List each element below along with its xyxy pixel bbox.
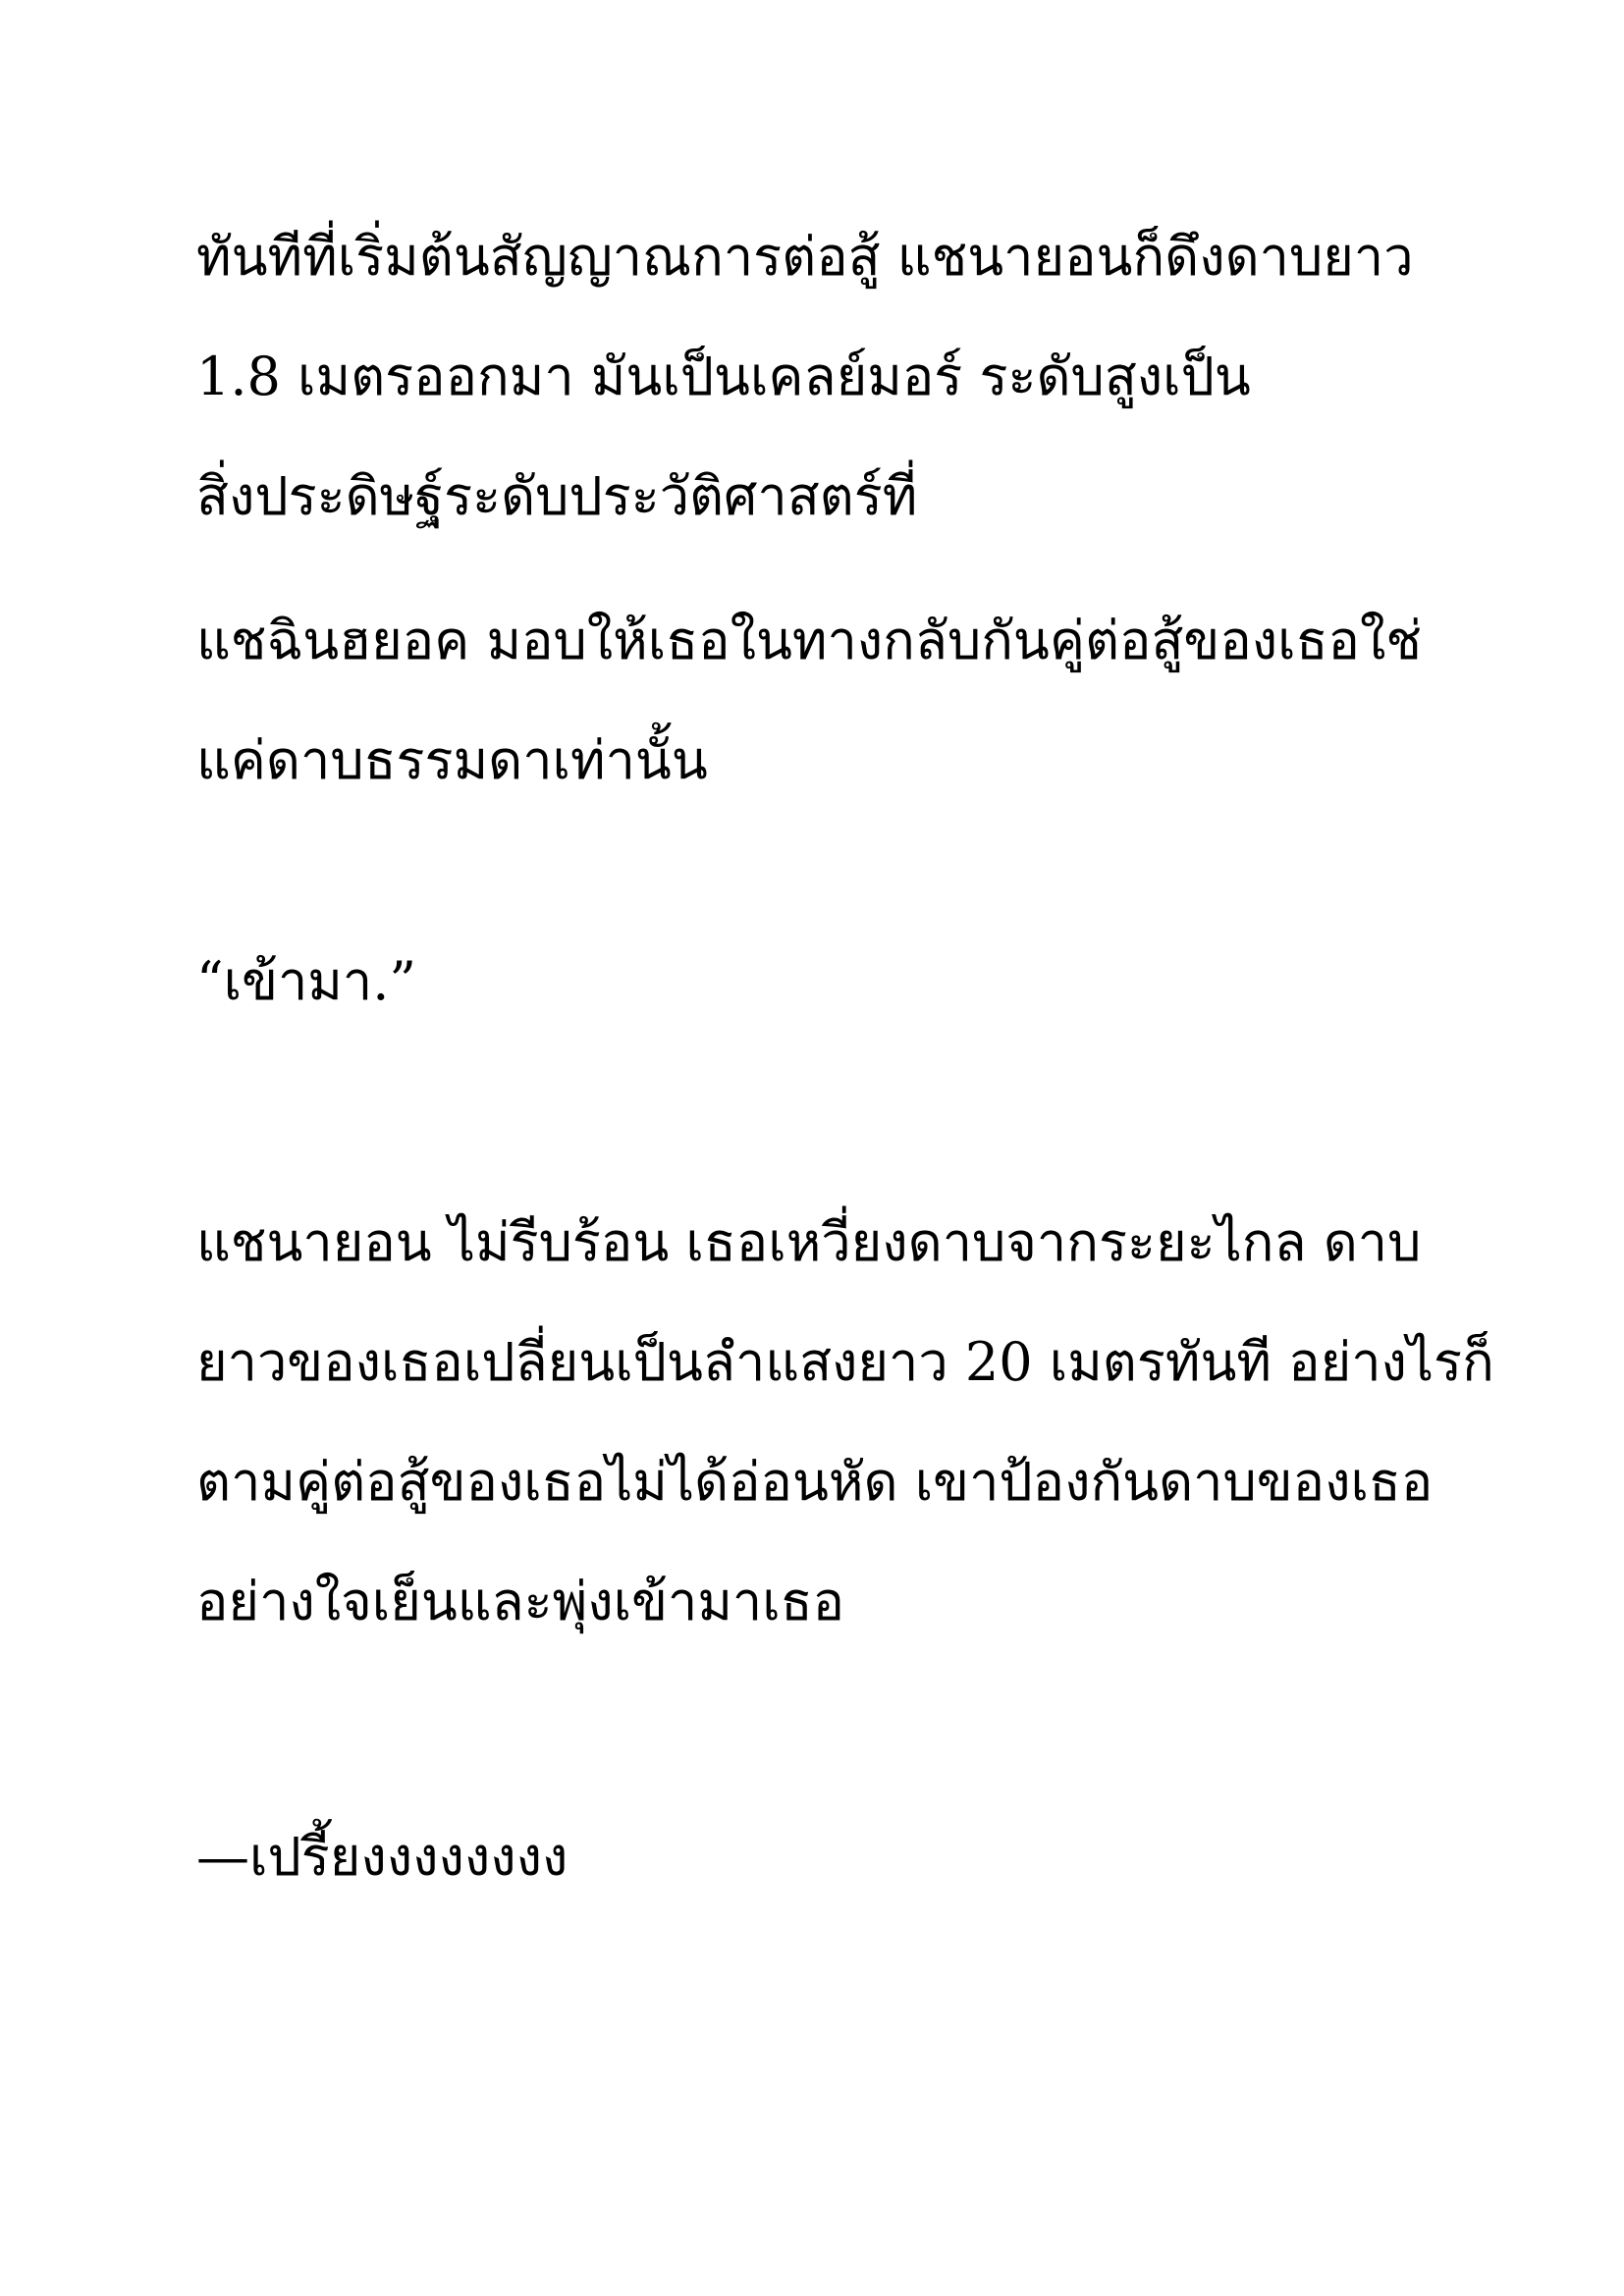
paragraph-3-line-1: แชนายอน ไม่รีบร้อน เธอเหวี่ยงดาบจากระยะไกล ดาบ [196,1211,1422,1273]
paragraph-1-line-3: สิ่งประดิษฐ์ระดับประวัติศาสตร์ที่ [196,465,918,527]
paragraph-3-line-3: ตามคู่ต่อสู้ของเธอไม่ได้อ่อนหัด เขาป้องกันดาบของเธอ [196,1451,1434,1513]
paragraph-1-line-1: ทันทีที่เริ่มต้นสัญญาณการต่อสู้ แชนายอนก็ดึงดาบยาว [196,226,1414,288]
sound-effect-line: —เปรี้ยงงงงงงงง [196,1826,568,1888]
dialogue-line: “เข้ามา.” [196,950,416,1012]
paragraph-2-line-2: แค่ดาบธรรมดาเท่านั้น [196,729,708,791]
paragraph-3-line-4: อย่างใจเย็นและพุ่งเข้ามาเธอ [196,1571,845,1632]
paragraph-3-line-2: ยาวของเธอเปลี่ยนเป็นลำแสงยาว 20 เมตรทันที อย่างไรก็ [196,1331,1494,1393]
paragraph-1-line-2: 1.8 เมตรออกมา มันเป็นเคลย์มอร์ ระดับสูงเป็น [196,346,1251,407]
paragraph-2-line-1: แชฉินฮยอค มอบให้เธอในทางกลับกันคู่ต่อสู้ของเธอใช่ [196,610,1422,671]
